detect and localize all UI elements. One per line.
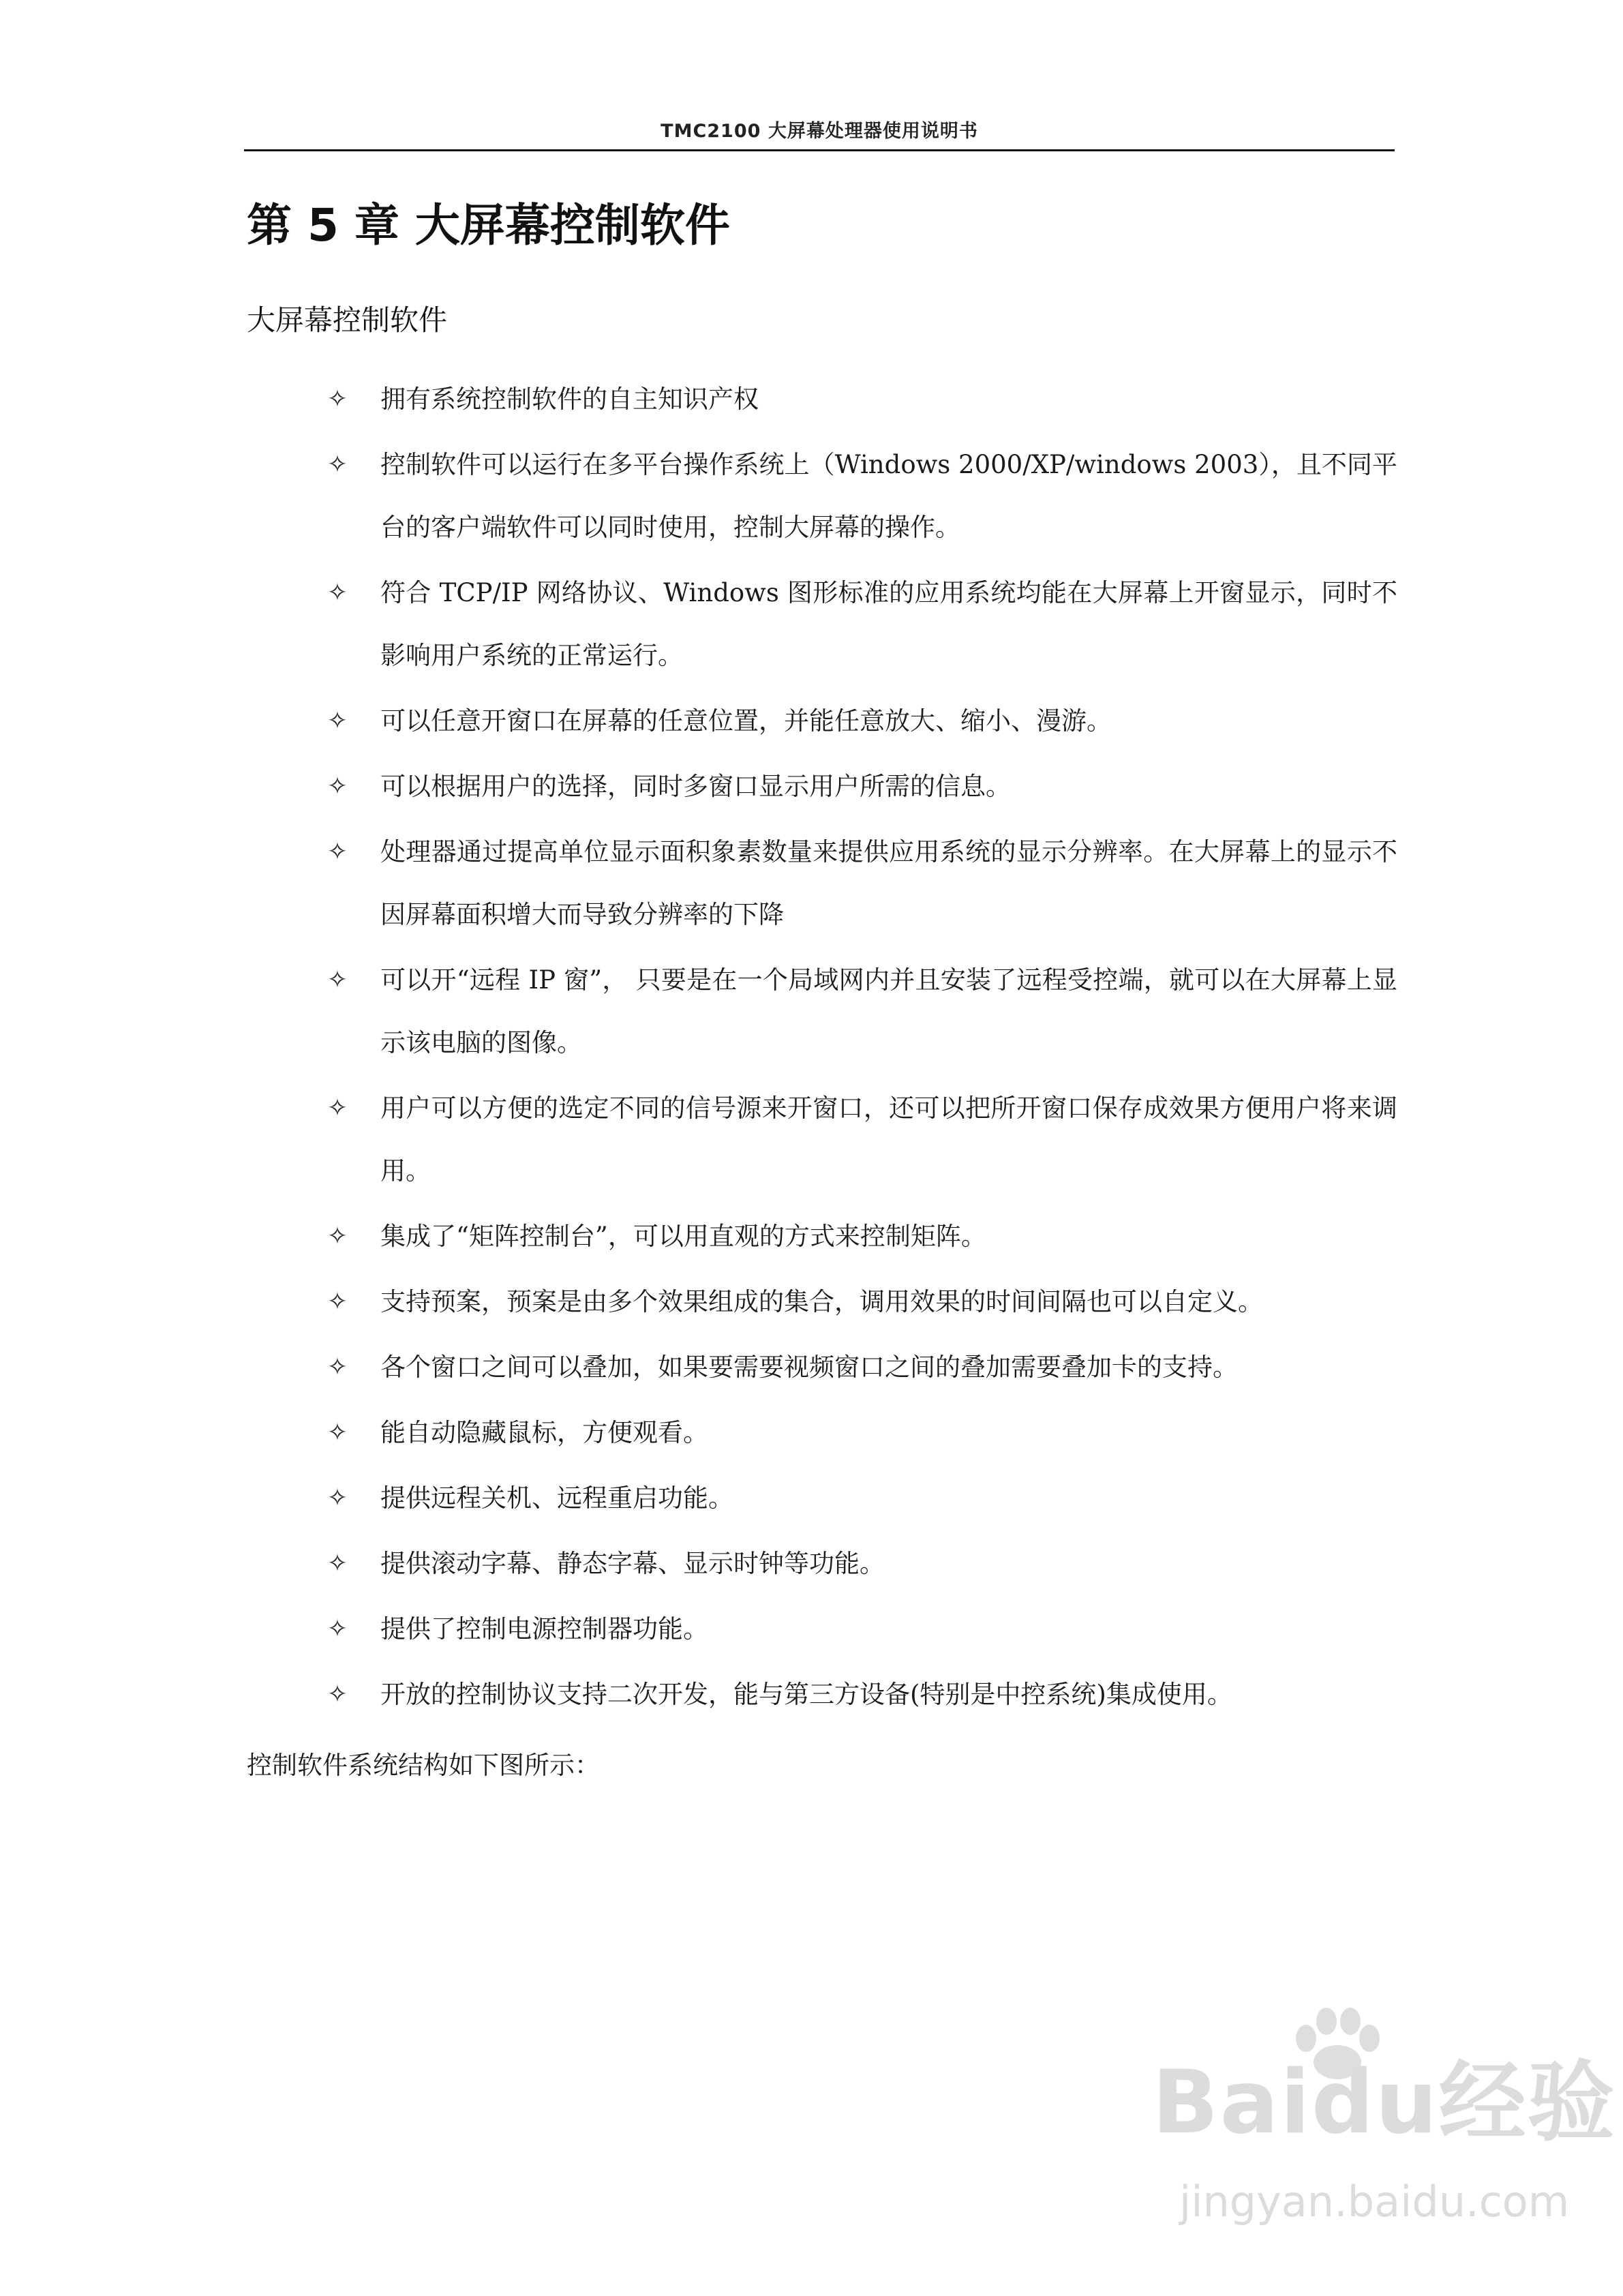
list-item	[320, 949, 1397, 1074]
bullet-icon: ✧	[327, 579, 348, 607]
list-item-text: 支持预案，预案是由多个效果组成的集合，调用效果的时间间隔也可以自定义。	[380, 1287, 1263, 1316]
list-item	[320, 1271, 1397, 1333]
list-item-text: 可以根据用户的选择，同时多窗口显示用户所需的信息。	[380, 772, 1011, 801]
list-item-text: 拥有系统控制软件的自主知识产权	[380, 384, 759, 414]
list-item	[320, 755, 1397, 818]
list-item	[320, 1532, 1397, 1595]
bullet-icon: ✧	[327, 1484, 348, 1512]
bullet-icon: ✧	[327, 385, 348, 413]
bullet-icon: ✧	[327, 1615, 348, 1643]
list-item	[320, 1467, 1397, 1530]
list-item	[320, 821, 1397, 946]
chapter-title: 第 5 章 大屏幕控制软件	[247, 199, 730, 252]
bullet-icon: ✧	[327, 966, 348, 994]
list-item-text: 集成了“矩阵控制台”，可以用直观的方式来控制矩阵。	[380, 1222, 986, 1251]
baidu-watermark	[1152, 2045, 1616, 2270]
list-item	[320, 1598, 1397, 1661]
list-item	[320, 1205, 1397, 1268]
header-rule	[244, 149, 1395, 151]
list-item-text: 可以开“远程 IP 窗”， 只要是在一个局域网内并且安装了远程受控端，就可以在大屏幕上显示该电脑的图像。	[380, 965, 1397, 1057]
list-item-text: 控制软件可以运行在多平台操作系统上（Windows 2000/XP/windows 2003），且不同平台的客户端软件可以同时使用，控制大屏幕的操作。	[380, 450, 1397, 542]
bullet-icon: ✧	[327, 1550, 348, 1577]
bullet-icon: ✧	[327, 1222, 348, 1250]
watermark-url: jingyan.baidu.com	[1179, 2177, 1570, 2226]
list-item-text: 提供滚动字幕、静态字幕、显示时钟等功能。	[380, 1549, 885, 1578]
list-item-text: 符合 TCP/IP 网络协议、Windows 图形标准的应用系统均能在大屏幕上开窗显示，同时不影响用户系统的正常运行。	[380, 578, 1397, 670]
page-header: TMC2100 大屏幕处理器使用说明书	[661, 121, 978, 142]
list-item-text: 用户可以方便的选定不同的信号源来开窗口，还可以把所开窗口保存成效果方便用户将来调用。	[380, 1093, 1397, 1185]
bullet-icon: ✧	[327, 707, 348, 735]
bullet-icon: ✧	[327, 772, 348, 800]
section-title: 大屏幕控制软件	[247, 303, 448, 337]
list-item-text: 处理器通过提高单位显示面积象素数量来提供应用系统的显示分辨率。在大屏幕上的显示不因屏幕面积增大而导致分辨率的下降	[380, 837, 1397, 929]
list-item-text: 开放的控制协议支持二次开发，能与第三方设备(特别是中控系统)集成使用。	[380, 1680, 1232, 1709]
bullet-icon: ✧	[327, 1288, 348, 1316]
bullet-icon: ✧	[327, 1419, 348, 1447]
list-item-text: 各个窗口之间可以叠加，如果要需要视频窗口之间的叠加需要叠加卡的支持。	[380, 1353, 1238, 1382]
bullet-icon: ✧	[327, 1094, 348, 1122]
feature-list	[320, 368, 1397, 1729]
list-item	[320, 562, 1397, 687]
list-item	[320, 1402, 1397, 1464]
figure-intro-text: 控制软件系统结构如下图所示：	[247, 1751, 600, 1780]
list-item	[320, 368, 1397, 431]
list-item-text: 能自动隐藏鼠标，方便观看。	[380, 1418, 708, 1447]
list-item	[320, 1336, 1397, 1399]
list-item-text: 提供了控制电源控制器功能。	[380, 1614, 708, 1644]
list-item	[320, 434, 1397, 559]
bullet-icon: ✧	[327, 1353, 348, 1381]
list-item-text: 可以任意开窗口在屏幕的任意位置，并能任意放大、缩小、漫游。	[380, 706, 1112, 736]
list-item	[320, 1077, 1397, 1203]
watermark-brand: Baidu经验	[1152, 2052, 1616, 2154]
bullet-icon: ✧	[327, 451, 348, 479]
list-item-text: 提供远程关机、远程重启功能。	[380, 1483, 733, 1513]
bullet-icon: ✧	[327, 838, 348, 866]
bullet-icon: ✧	[327, 1680, 348, 1708]
list-item	[320, 1663, 1397, 1726]
list-item	[320, 690, 1397, 753]
